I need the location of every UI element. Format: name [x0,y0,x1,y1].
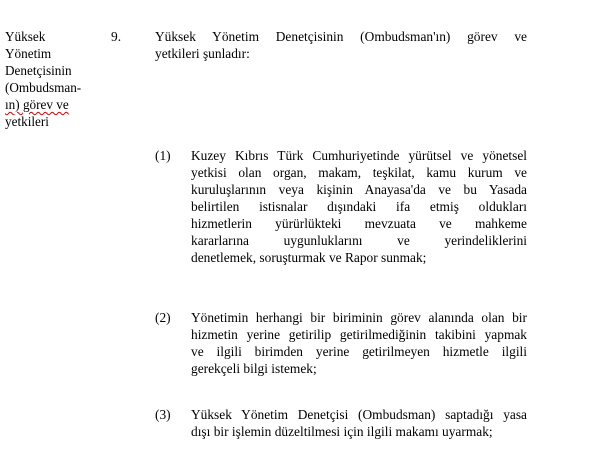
clause-line: hizmetlerin yürürlükteki mevzuata ve mahkeme [191,216,527,231]
clause-line: kuruluşlarının veya kişinin Anayasa'da ve bu Yasada [191,182,527,197]
clause-line: kararlarına uygunluklarını ve yerindeliklerini [191,233,527,248]
clause-body [191,309,527,377]
clause-body [191,147,527,266]
clause-line: ve ilgili birimden yerine getirilmeyen hizmetle ilgili [191,344,527,359]
article-heading-line: Yüksek Yönetim Denetçisinin (Ombudsman'ın) görev ve [155,29,527,44]
margin-note [5,28,93,130]
clause-body [191,406,527,440]
margin-note-line: yetkileri [5,114,49,129]
clause-line: gerekçeli bilgi istemek; [191,361,317,376]
clause-number: (3) [155,407,171,422]
margin-note-line: ın) görev ve [5,97,69,112]
article-heading [155,28,527,62]
margin-note-line: Yönetim [5,46,52,61]
clause-line: hizmetin yerine getirilip getirilmediğinin takibini yapmak [191,327,527,342]
clause-line: Yüksek Yönetim Denetçisi (Ombudsman) saptadığı yasa [191,407,527,422]
clause-number: (1) [155,148,171,163]
clause-number: (2) [155,310,171,325]
clause-line: belirtilen istisnalar dışındaki ifa etmiş oldukları [191,199,527,214]
clause-line: Yönetimin herhangi bir biriminin görev alanında olan bir [191,310,527,325]
article-number: 9. [111,29,122,44]
margin-note-line: (Ombudsman- [5,80,82,95]
clause-line: denetlemek, soruşturmak ve Rapor sunmak; [191,250,427,265]
article-heading-line: yetkileri şunladır: [155,46,250,61]
clause-line: yetkisi olan organ, makam, teşkilat, kamu kurum ve [191,165,527,180]
clause-line: dışı bir işlemin düzeltilmesi için ilgili makamı uyarmak; [191,424,493,439]
margin-note-line: Denetçisinin [5,63,72,78]
margin-note-line: Yüksek [5,29,46,44]
clause-line: Kuzey Kıbrıs Türk Cumhuriyetinde yürütsel ve yönetsel [191,148,527,163]
